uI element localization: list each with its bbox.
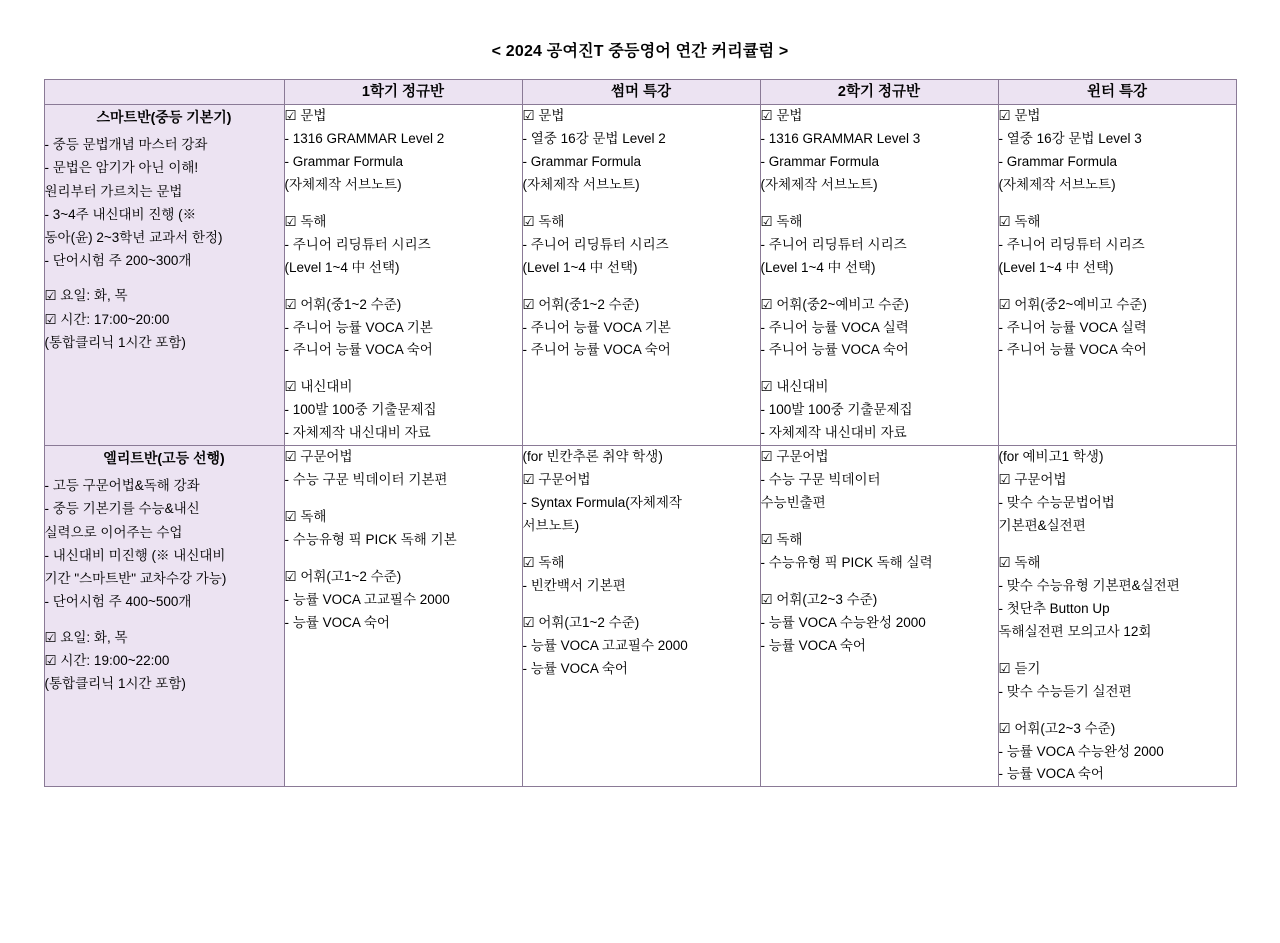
level-line: 기간 "스마트반" 교차수강 가능) — [44, 571, 227, 587]
content-line: ☑ 문법 — [998, 108, 1041, 123]
content-block — [999, 446, 1236, 538]
table-header-row — [44, 80, 1236, 105]
content-line: ☑ 어휘(고2~3 수준) — [998, 720, 1116, 736]
content-line: - 주니어 능률 VOCA 실력 — [760, 319, 909, 335]
content-line: - Grammar Formula — [760, 153, 880, 169]
content-line: (Level 1~4 中 선택) — [998, 259, 1114, 275]
level-schedule-line: ☑ 시간: 19:00~22:00 — [44, 652, 170, 668]
content-line: ☑ 독해 — [522, 554, 565, 570]
content-line: ☑ 어휘(고1~2 수준) — [284, 568, 402, 584]
level-line: - 단어시험 주 200~300개 — [44, 253, 192, 269]
content-line: ☑ 내신대비 — [284, 379, 353, 395]
content-line: 수능빈출편 — [760, 495, 826, 511]
column-header-summer: 썸머 특강 — [522, 80, 760, 105]
spacer — [45, 614, 284, 626]
content-block — [285, 211, 522, 280]
level-schedule-line: (통합클리닉 1시간 포함) — [44, 334, 186, 350]
content-line: (Level 1~4 中 선택) — [284, 259, 400, 275]
content-line: 서브노트) — [522, 518, 580, 533]
content-line: - 능률 VOCA 숙어 — [998, 766, 1104, 782]
content-block — [523, 211, 760, 280]
content-block — [285, 105, 522, 197]
table-row — [44, 446, 1236, 787]
content-line: 기본편&실전편 — [998, 518, 1086, 533]
content-line: - 1316 GRAMMAR Level 2 — [284, 130, 445, 146]
cell-smart-summer — [522, 105, 760, 446]
content-block — [999, 658, 1236, 704]
content-line: ☑ 구문어법 — [522, 472, 591, 488]
content-line: - 맞수 수능문법어법 — [998, 495, 1115, 511]
content-line: ☑ 내신대비 — [760, 379, 829, 395]
content-line: - 능률 VOCA 숙어 — [760, 637, 866, 653]
content-block — [285, 294, 522, 363]
level-schedule-line: (통합클리닉 1시간 포함) — [44, 676, 186, 692]
content-line: ☑ 듣기 — [998, 660, 1041, 676]
content-line: - 주니어 능률 VOCA 기본 — [284, 319, 433, 335]
content-line: ☑ 문법 — [760, 108, 803, 123]
content-line: - Syntax Formula(자체제작 — [522, 495, 682, 511]
content-line: ☑ 독해 — [284, 509, 327, 525]
content-line: ☑ 어휘(고1~2 수준) — [522, 614, 640, 630]
content-line: ☑ 어휘(중2~예비고 수준) — [760, 296, 909, 312]
level-title: 엘리트반(고등 선행) — [103, 450, 225, 467]
level-line: - 단어시험 주 400~500개 — [44, 594, 192, 610]
content-block — [523, 552, 760, 598]
content-block — [999, 211, 1236, 280]
cell-elite-summer — [522, 446, 760, 787]
content-block — [523, 105, 760, 197]
level-line: - 문법은 암기가 아닌 이해! — [44, 160, 199, 176]
content-line: (자체제작 서브노트) — [522, 176, 640, 192]
content-line: - 맞수 수능유형 기본편&실전편 — [998, 577, 1180, 593]
content-line: - 100발 100중 기출문제집 — [284, 402, 437, 418]
content-block — [999, 294, 1236, 363]
content-line: - 주니어 능률 VOCA 숙어 — [284, 342, 433, 358]
table-row — [44, 105, 1236, 446]
level-line: 동아(윤) 2~3학년 교과서 한정) — [44, 229, 223, 245]
cell-smart-semester1 — [284, 105, 522, 446]
content-line: (Level 1~4 中 선택) — [522, 259, 638, 275]
spacer — [45, 272, 284, 284]
content-block — [285, 506, 522, 552]
content-line: - 주니어 리딩튜터 시리즈 — [522, 236, 669, 252]
cell-elite-semester1 — [284, 446, 522, 787]
content-block — [761, 589, 998, 658]
cell-smart-semester2 — [760, 105, 998, 446]
content-line: - 주니어 능률 VOCA 숙어 — [998, 342, 1147, 358]
content-line: - 주니어 리딩튜터 시리즈 — [284, 236, 431, 252]
content-line: - Grammar Formula — [522, 153, 642, 169]
content-line: (자체제작 서브노트) — [284, 176, 402, 192]
level-line: 실력으로 이어주는 수업 — [44, 524, 183, 540]
content-line: (자체제작 서브노트) — [998, 176, 1116, 192]
content-line: - 주니어 능률 VOCA 숙어 — [760, 342, 909, 358]
content-line: - 능률 VOCA 숙어 — [522, 660, 628, 676]
level-line: - 고등 구문어법&독해 강좌 — [44, 478, 200, 494]
table-header — [44, 80, 1236, 105]
content-line: - 주니어 리딩튜터 시리즈 — [760, 236, 907, 252]
page-title: < 2024 공여진T 중등영어 연간 커리큘럼 > — [491, 43, 789, 60]
content-line: - 능률 VOCA 수능완성 2000 — [760, 614, 926, 630]
content-block — [761, 211, 998, 280]
level-line: - 3~4주 내신대비 진행 (※ — [44, 206, 197, 222]
content-block — [999, 552, 1236, 644]
content-block — [523, 446, 760, 538]
level-title: 스마트반(중등 기본기) — [96, 109, 232, 125]
content-line: (자체제작 서브노트) — [760, 176, 878, 192]
cell-elite-winter — [998, 446, 1236, 787]
content-line: - 첫단추 Button Up — [998, 600, 1110, 616]
content-block — [523, 294, 760, 363]
cell-smart-winter — [998, 105, 1236, 446]
content-line: - 자체제작 내신대비 자료 — [760, 425, 907, 441]
level-schedule-line: ☑ 시간: 17:00~20:00 — [44, 311, 170, 327]
content-line: ☑ 독해 — [284, 213, 327, 229]
content-line: - 수능 구문 빅데이터 기본편 — [284, 472, 448, 488]
content-line: - Grammar Formula — [284, 153, 404, 169]
content-block — [761, 529, 998, 575]
column-header-semester2: 2학기 정규반 — [760, 80, 998, 105]
content-line: ☑ 독해 — [760, 213, 803, 229]
level-cell-elite — [44, 446, 284, 787]
content-block — [285, 376, 522, 445]
content-line: - 능률 VOCA 수능완성 2000 — [998, 743, 1164, 759]
content-line: ☑ 어휘(중1~2 수준) — [522, 296, 640, 312]
document-page — [0, 38, 1280, 943]
content-line: ☑ 어휘(고2~3 수준) — [760, 591, 878, 607]
content-line: - 열중 16강 문법 Level 2 — [522, 130, 666, 146]
level-line: - 중등 문법개념 마스터 강좌 — [44, 137, 208, 153]
content-block — [761, 376, 998, 445]
content-line: ☑ 구문어법 — [284, 449, 353, 465]
level-schedule-line: ☑ 요일: 화, 목 — [44, 288, 128, 304]
content-line: - 맞수 수능듣기 실전편 — [998, 683, 1132, 699]
content-line: ☑ 문법 — [522, 108, 565, 123]
content-line: ☑ 독해 — [522, 213, 565, 229]
content-block — [999, 105, 1236, 197]
content-line: ☑ 구문어법 — [998, 472, 1067, 488]
content-line: - 수능유형 픽 PICK 독해 기본 — [284, 532, 457, 547]
level-schedule-line: ☑ 요일: 화, 목 — [44, 629, 128, 645]
content-line: - 100발 100중 기출문제집 — [760, 402, 913, 418]
content-line: (for 빈칸추론 취약 학생) — [522, 449, 663, 465]
level-line: - 내신대비 미진행 (※ 내신대비 — [44, 547, 226, 563]
content-line: ☑ 구문어법 — [760, 449, 829, 465]
content-line: - Grammar Formula — [998, 153, 1118, 169]
content-line: - 주니어 능률 VOCA 실력 — [998, 319, 1147, 335]
cell-elite-semester2 — [760, 446, 998, 787]
content-line: - 빈칸백서 기본편 — [522, 577, 626, 593]
content-block — [761, 294, 998, 363]
content-line: ☑ 독해 — [998, 213, 1041, 229]
content-block — [761, 446, 998, 515]
content-line: ☑ 독해 — [998, 554, 1041, 570]
content-line: ☑ 독해 — [760, 532, 803, 547]
content-line: - 능률 VOCA 고교필수 2000 — [284, 591, 450, 607]
level-line: - 중등 기본기를 수능&내신 — [44, 501, 200, 517]
content-line: - 수능유형 픽 PICK 독해 실력 — [760, 554, 933, 570]
content-line: - 주니어 능률 VOCA 기본 — [522, 319, 671, 335]
column-header-semester1: 1학기 정규반 — [284, 80, 522, 105]
content-line: - 능률 VOCA 고교필수 2000 — [522, 637, 688, 653]
content-line: (Level 1~4 中 선택) — [760, 259, 876, 275]
content-line: 독해실전편 모의고사 12회 — [998, 623, 1152, 639]
content-line: - 주니어 리딩튜터 시리즈 — [998, 236, 1145, 252]
content-line: - 수능 구문 빅데이터 — [760, 472, 881, 488]
level-line: 원리부터 가르치는 문법 — [44, 183, 183, 199]
column-header-level — [44, 80, 284, 105]
content-block — [999, 718, 1236, 787]
content-line: ☑ 문법 — [284, 108, 327, 123]
level-cell-smart — [44, 105, 284, 446]
content-block — [285, 446, 522, 492]
content-line: - 1316 GRAMMAR Level 3 — [760, 130, 921, 146]
content-block — [523, 612, 760, 681]
content-line: - 열중 16강 문법 Level 3 — [998, 130, 1142, 146]
content-line: - 자체제작 내신대비 자료 — [284, 425, 431, 441]
content-line: (for 예비고1 학생) — [998, 449, 1104, 465]
column-header-winter: 윈터 특강 — [998, 80, 1236, 105]
content-block — [761, 105, 998, 197]
content-block — [285, 566, 522, 635]
table-body — [44, 105, 1236, 787]
content-line: ☑ 어휘(중1~2 수준) — [284, 296, 402, 312]
content-line: ☑ 어휘(중2~예비고 수준) — [998, 296, 1147, 312]
content-line: - 능률 VOCA 숙어 — [284, 614, 390, 630]
curriculum-table — [44, 79, 1237, 787]
content-line: - 주니어 능률 VOCA 숙어 — [522, 342, 671, 358]
